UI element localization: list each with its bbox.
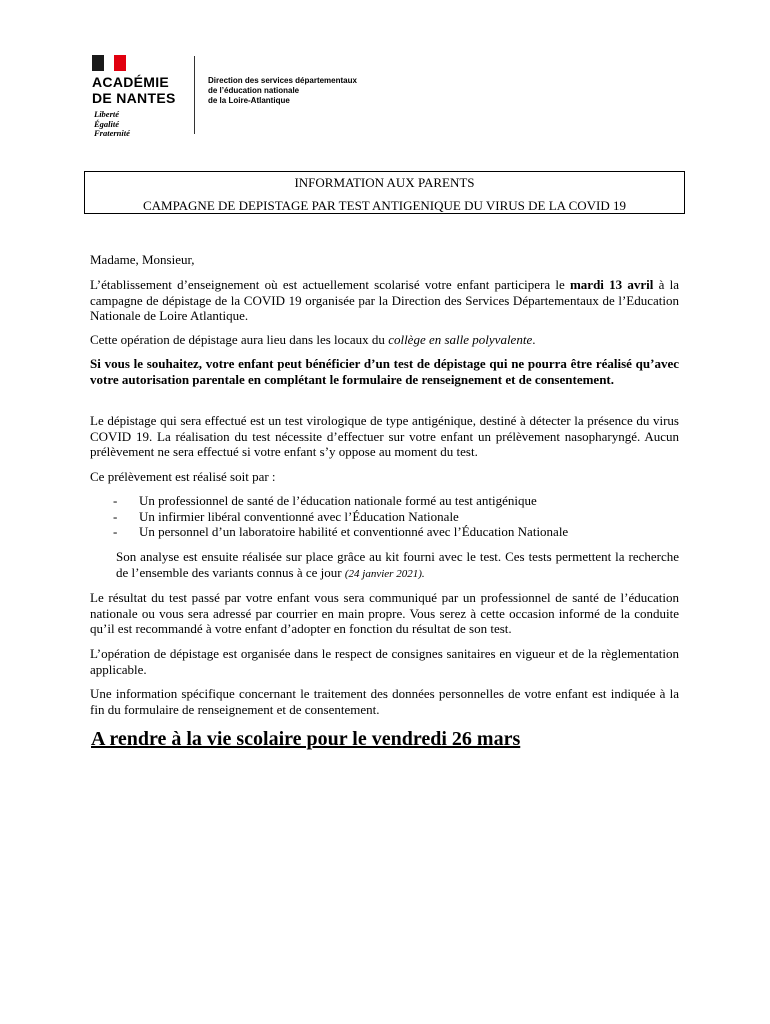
bullet-dash: -	[113, 493, 118, 508]
list-item-text: Un infirmier libéral conventionné avec l’Éducation Nationale	[139, 508, 459, 524]
academie-name-line1: ACADÉMIE	[92, 74, 170, 90]
test-date: mardi 13 avril	[569, 277, 654, 292]
bullet-dash: -	[113, 524, 118, 539]
direction-line2: de l’éducation nationale	[208, 86, 300, 95]
header-divider	[194, 56, 195, 134]
title-line2: CAMPAGNE DE DEPISTAGE PAR TEST ANTIGENIQUE DU VIRUS DE LA COVID 19	[143, 198, 626, 213]
list-item	[113, 509, 568, 525]
test-location: collège en salle polyvalente	[388, 332, 533, 347]
bullet-dash: -	[113, 508, 118, 524]
paragraph-test-description: Le dépistage qui sera effectué est un test virologique de type antigénique, destiné à détecter la présence du virus COVID 19. La réalisation du test nécessite d’effectuer sur votre enfant un prélèvement nasopharyngé. Aucun prélèvement ne sera effectué si votre enfant s’y oppose au moment du test.	[90, 413, 679, 459]
direction-line1: Direction des services départementaux	[208, 76, 357, 85]
paragraph-result: Le résultat du test passé par votre enfant vous sera communiqué par un professionnel de santé de l’éducation nationale ou vous sera adressé par courrier en main propre. Vous serez à cette occasion informé de la conduite qu’il est recommandé à votre enfant d’adopter en fonction du résultat de son test.	[90, 590, 679, 636]
direction-line3: de la Loire-Atlantique	[208, 96, 290, 105]
return-deadline: A rendre à la vie scolaire pour le vendredi 26 mars	[91, 728, 521, 750]
motto-fraternite: Fraternité	[94, 128, 130, 138]
direction-block	[208, 76, 357, 106]
paragraph-date-post: à la campagne de dépistage de la COVID 19 organisée par la Direction des Services Départementaux de l’Education Nationale de Loire Atlantique.	[90, 277, 679, 323]
academie-name-line2: DE NANTES	[92, 90, 176, 106]
salutation: Madame, Monsieur,	[90, 252, 195, 267]
paragraph-analysis-main: Son analyse est ensuite réalisée sur place grâce au kit fourni avec le test. Ces tests permettent la recherche de l’ensemble des variants connus à ce jour	[116, 549, 679, 580]
paragraph-date	[90, 277, 679, 324]
motto-liberte: Liberté	[94, 109, 120, 119]
analysis-date-note: (24 janvier 2021).	[344, 567, 425, 580]
marianne-flag-icon	[92, 55, 126, 71]
motto-egalite: Égalité	[94, 118, 120, 129]
paragraph-analysis	[116, 549, 679, 582]
paragraph-location-post: .	[532, 332, 536, 347]
paragraph-consent: Si vous le souhaitez, votre enfant peut bénéficier d’un test de dépistage qui ne pourra être réalisé qu’avec votre autorisation parentale en complétant le formulaire de renseignement et de consentement.	[90, 356, 679, 387]
list-item-text: Un professionnel de santé de l’éducation nationale formé au test antigénique	[139, 493, 537, 508]
paragraph-date-pre: L’établissement d’enseignement où est actuellement scolarisé votre enfant participera le	[90, 277, 570, 292]
title-box	[84, 171, 685, 214]
paragraph-location	[90, 332, 679, 348]
paragraph-sampling-intro: Ce prélèvement est réalisé soit par :	[90, 469, 276, 484]
sampler-list	[113, 493, 568, 540]
paragraph-location-pre: Cette opération de dépistage aura lieu dans les locaux du	[90, 332, 389, 347]
list-item-text: Un personnel d’un laboratoire habilité et conventionné avec l’Éducation Nationale	[139, 524, 569, 539]
paragraph-personal-data: Une information spécifique concernant le traitement des données personnelles de votre enfant est indiquée à la fin du formulaire de renseignement et de consentement.	[90, 686, 679, 717]
list-item	[113, 524, 568, 540]
list-item	[113, 493, 568, 509]
republic-motto	[94, 110, 130, 139]
paragraph-regulation: L’opération de dépistage est organisée dans le respect de consignes sanitaires en vigueur et de la règlementation applicable.	[90, 646, 679, 677]
title-line1: INFORMATION AUX PARENTS	[294, 175, 475, 190]
